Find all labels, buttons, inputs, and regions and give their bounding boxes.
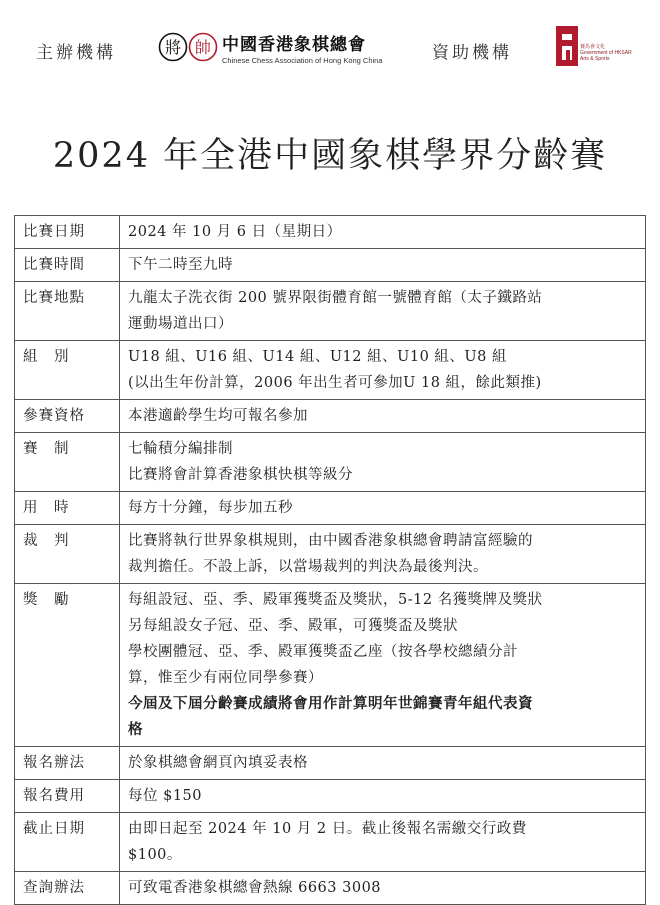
row-label: 參賽資格 [15, 400, 120, 433]
info-table [14, 215, 646, 905]
value-line: $100。 [128, 847, 182, 863]
table-row [15, 813, 646, 872]
row-label: 組 別 [15, 341, 120, 400]
row-value [120, 433, 646, 492]
logo-char-jiang: 將 [164, 38, 182, 57]
table-row [15, 747, 646, 780]
logo-char-shuai: 帥 [194, 38, 212, 57]
row-value [120, 216, 646, 249]
association-name-zh: 中國香港象棋總會 [222, 35, 366, 55]
row-value [120, 813, 646, 872]
page-title: 2024 年全港中國象棋學界分齡賽 [52, 136, 608, 176]
value-line: 另每組設女子冠、亞、季、殿軍，可獲獎盃及獎狀 [128, 618, 458, 634]
value-line: 於象棋總會網頁內填妥表格 [128, 755, 308, 771]
value-line: 九龍太子洗衣街 200 號界限街體育館一號體育館（太子鐵路站 [128, 290, 543, 306]
value-line: 運動場道出口） [128, 316, 233, 332]
row-value [120, 872, 646, 905]
row-label: 賽 制 [15, 433, 120, 492]
value-line-emphasis: 格 [128, 721, 143, 738]
table-row [15, 341, 646, 400]
value-line: 七輪積分編排制 [128, 441, 233, 457]
value-line: 比賽將會計算香港象棋快棋等級分 [128, 467, 353, 483]
table-row [15, 492, 646, 525]
row-label: 比賽地點 [15, 282, 120, 341]
value-line: 下午二時至九時 [128, 257, 233, 273]
table-row [15, 282, 646, 341]
row-value [120, 584, 646, 747]
row-value [120, 780, 646, 813]
value-line: U18 組、U16 組、U14 組、U12 組、U10 組、U8 組 [128, 349, 507, 365]
header [0, 22, 660, 78]
sponsor-text-line: Government of HKSAR [580, 50, 632, 56]
table-row [15, 249, 646, 282]
value-line: 算，惟至少有兩位同學參賽） [128, 670, 323, 686]
value-line: 每位 $150 [128, 788, 203, 804]
table-row [15, 780, 646, 813]
row-value [120, 747, 646, 780]
row-value [120, 400, 646, 433]
value-line: 2024 年 10 月 6 日（星期日） [128, 224, 342, 240]
table-row [15, 433, 646, 492]
value-line: 裁判擔任。不設上訴，以當場裁判的判決為最後判決。 [128, 559, 488, 575]
table-row [15, 525, 646, 584]
organizer-label: 主辦機構 [36, 43, 116, 63]
row-label: 比賽日期 [15, 216, 120, 249]
row-label: 用 時 [15, 492, 120, 525]
row-value [120, 525, 646, 584]
table-row [15, 872, 646, 905]
association-name-en: Chinese Chess Association of Hong Kong China [222, 56, 383, 65]
table-row [15, 216, 646, 249]
row-label: 報名費用 [15, 780, 120, 813]
row-label: 截止日期 [15, 813, 120, 872]
value-line: 每組設冠、亞、季、殿軍獲獎盃及獎狀，5-12 名獲獎牌及獎狀 [128, 592, 543, 608]
table-row [15, 584, 646, 747]
value-line-emphasis: 今屆及下屆分齡賽成績將會用作計算明年世錦賽青年組代表資 [128, 695, 533, 712]
sponsor-text-line: 賽馬會文化 [580, 44, 606, 50]
association-logo [158, 32, 220, 62]
sponsor-logo-text [580, 44, 632, 62]
sponsor-label: 資助機構 [432, 43, 512, 63]
row-label: 比賽時間 [15, 249, 120, 282]
row-label: 報名辦法 [15, 747, 120, 780]
row-value [120, 249, 646, 282]
value-line: 由即日起至 2024 年 10 月 2 日。截止後報名需繳交行政費 [128, 821, 527, 837]
row-label: 獎 勵 [15, 584, 120, 747]
table-row [15, 400, 646, 433]
value-line: 可致電香港象棋總會熱線 6663 3008 [128, 880, 382, 896]
row-label: 查詢辦法 [15, 872, 120, 905]
row-value [120, 282, 646, 341]
value-line: (以出生年份計算，2006 年出生者可參加U 18 組，餘此類推) [128, 375, 542, 391]
row-label: 裁 判 [15, 525, 120, 584]
value-line: 本港適齡學生均可報名參加 [128, 408, 308, 424]
sponsor-text-line: Arts & Sports [580, 56, 610, 62]
value-line: 比賽將執行世界象棋規則，由中國香港象棋總會聘請富經驗的 [128, 533, 533, 549]
value-line: 每方十分鐘，每步加五秒 [128, 500, 293, 516]
value-line: 學校團體冠、亞、季、殿軍獲獎盃乙座（按各學校總績分計 [128, 644, 518, 660]
row-value [120, 492, 646, 525]
row-value [120, 341, 646, 400]
association-name [222, 30, 383, 65]
